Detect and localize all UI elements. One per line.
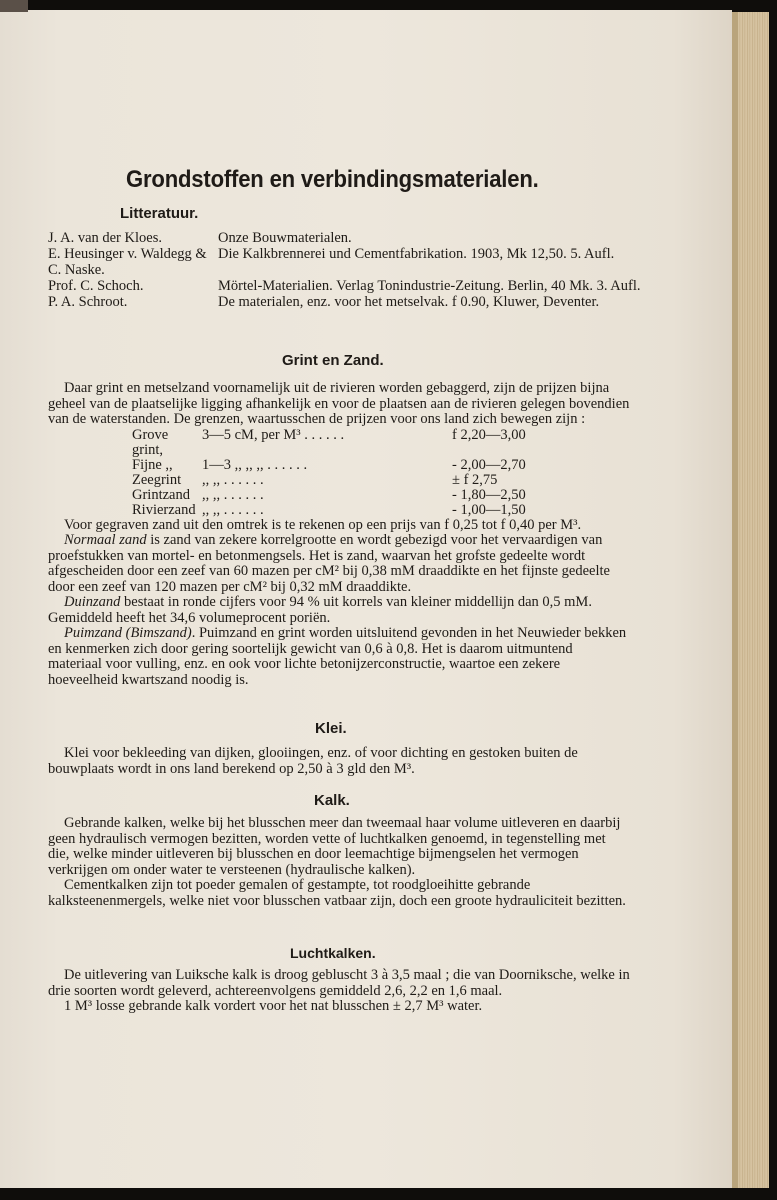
price-name: Grove grint, <box>132 426 169 458</box>
table-row <box>132 503 582 518</box>
price-desc: 3—5 cM, per M³ . . . . . . <box>202 426 345 443</box>
literature-work: Mörtel-Materialien. Verlag Tonindustrie-Zeitung. Berlin, 40 Mk. 3. Aufl. <box>218 278 641 294</box>
puimzand-alt-term: (Bimszand) <box>125 625 192 641</box>
duinzand-term: Duinzand <box>64 594 121 610</box>
table-row <box>132 458 582 473</box>
normaal-zand-paragraph <box>48 533 630 595</box>
literature-entry <box>48 278 648 294</box>
literature-author: E. Heusinger v. Waldegg & C. Naske. <box>48 246 207 278</box>
grint-section-body <box>48 381 630 688</box>
price-table <box>132 428 582 518</box>
section-heading-grint: Grint en Zand. <box>282 352 384 369</box>
literature-author: P. A. Schroot. <box>48 294 128 310</box>
table-row <box>132 428 582 458</box>
price-value: f 2,20—3,00 <box>452 426 526 443</box>
luchtkalken-section-body <box>48 968 630 1015</box>
literature-list <box>48 230 648 310</box>
literature-work: De materialen, enz. voor het metselvak. f 0.90, Kluwer, Deventer. <box>218 294 600 310</box>
price-desc: ,, ,, . . . . . . <box>202 486 264 503</box>
duinzand-text: bestaat in ronde cijfers voor 94 % uit korrels van kleiner middellijn dan 0,5 mM. Gemiddeld heeft het 34,6 volumeprocent poriën. <box>48 594 592 626</box>
price-name: Zeegrint <box>132 471 182 488</box>
kalk-paragraph-1: Gebrande kalken, welke bij het blusschen meer dan tweemaal haar volume uitleveren en daarbij geen hydraulisch vermogen bezitten, worden vette of luchtkalken genoemd, in tegenstelling met die, welke minder uitleveren bij blusschen en door leemachtige bijmengselen het vermogen verkrijgen om onder water te versteenen (hydraulische kalken). <box>48 815 621 878</box>
price-name: Fijne ,, <box>132 456 173 473</box>
literature-work: Onze Bouwmaterialen. <box>218 230 352 246</box>
literature-heading: Litteratuur. <box>120 205 199 222</box>
puimzand-term: Puimzand <box>64 625 122 641</box>
price-name: Rivierzand <box>132 501 196 518</box>
price-value: - 1,80—2,50 <box>452 486 526 503</box>
page-title: Grondstoffen en verbindingsmaterialen. <box>126 166 539 193</box>
literature-entry <box>48 246 648 278</box>
price-name: Grintzand <box>132 486 190 503</box>
puimzand-paragraph <box>48 626 630 688</box>
normaal-zand-term: Normaal zand <box>64 532 147 548</box>
section-heading-luchtkalken: Luchtkalken. <box>290 945 376 961</box>
section-heading-klei: Klei. <box>315 720 347 737</box>
luchtkalken-paragraph-1: De uitlevering van Luiksche kalk is droog gebluscht 3 à 3,5 maal ; die van Doorniksche, welke in drie soorten wordt geleverd, achtereenvolgens gemiddeld 2,6, 2,2 en 1,6 maal. <box>48 967 630 999</box>
literature-author: Prof. C. Schoch. <box>48 278 144 294</box>
section-heading-kalk: Kalk. <box>314 792 350 809</box>
kalk-paragraph-2: Cementkalken zijn tot poeder gemalen of gestampte, tot roodgloeihitte gebrande kalksteenenmergels, welke niet voor blusschen vatbaar zijn, doch een groote hydrauliciteit bezitten. <box>48 877 626 909</box>
price-desc: ,, ,, . . . . . . <box>202 471 264 488</box>
price-desc: ,, ,, . . . . . . <box>202 501 264 518</box>
literature-entry <box>48 294 648 310</box>
klei-section-body <box>48 746 630 777</box>
literature-entry <box>48 230 648 246</box>
klei-text: Klei voor bekleeding van dijken, glooiingen, enz. of voor dichting en gestoken buiten de bouwplaats wordt in ons land berekend op 2,50 à 3 gld den M³. <box>48 745 578 777</box>
literature-work: Die Kalkbrennerei und Cementfabrikation. 1903, Mk 12,50. 5. Aufl. <box>218 246 615 262</box>
literature-author: J. A. van der Kloes. <box>48 230 162 246</box>
luchtkalken-paragraph-2: 1 M³ losse gebrande kalk vordert voor het nat blusschen ± 2,7 M³ water. <box>64 998 483 1014</box>
price-desc: 1—3 ,, ,, ,, . . . . . . <box>202 456 308 473</box>
kalk-section-body <box>48 816 630 909</box>
corner-mark <box>0 0 28 12</box>
normaal-zand-text: is zand van zekere korrelgrootte en wordt gebezigd voor het vervaardigen van proefstukken van mortel- en betonmengsels. Het is zand, waarvan het grofste gedeelte wordt afgescheiden door een zeef van 60 mazen per cM² bij 0,38 mM draaddikte en het fijnste gedeelte door een zeef van 120 mazen per cM² bij 0,32 mM draaddikte. <box>48 532 610 595</box>
table-row <box>132 488 582 503</box>
puimzand-text: . Puimzand en grint worden uitsluitend gevonden in het Neuwieder bekken en kenmerken zich door gering soortelijk gewicht van 0,6 à 0,8. Het is daarom uitmuntend materiaal voor vulling, enz. en ook voor lichte betonijzerconstructie, waartoe een zekere hoeveelheid kwartszand noodig is. <box>48 625 627 688</box>
price-value: ± f 2,75 <box>452 471 498 488</box>
price-value: - 2,00—2,70 <box>452 456 526 473</box>
duinzand-paragraph <box>48 595 630 626</box>
grint-intro: Daar grint en metselzand voornamelijk uit de rivieren worden gebaggerd, zijn de prijzen bijna geheel van de plaatselijke ligging afhankelijk en voor de plaatsen aan de rivieren gelegen bovendien van de waterstanden. De grenzen, waartusschen de prijzen voor ons land zich bewegen zijn : <box>48 380 630 427</box>
gegraven-zand-text: Voor gegraven zand uit den omtrek is te rekenen op een prijs van f 0,25 tot f 0,40 per M³. <box>64 516 582 533</box>
price-value: - 1,00—1,50 <box>452 501 526 518</box>
table-row <box>132 473 582 488</box>
page-edge-shadow <box>732 12 738 1188</box>
